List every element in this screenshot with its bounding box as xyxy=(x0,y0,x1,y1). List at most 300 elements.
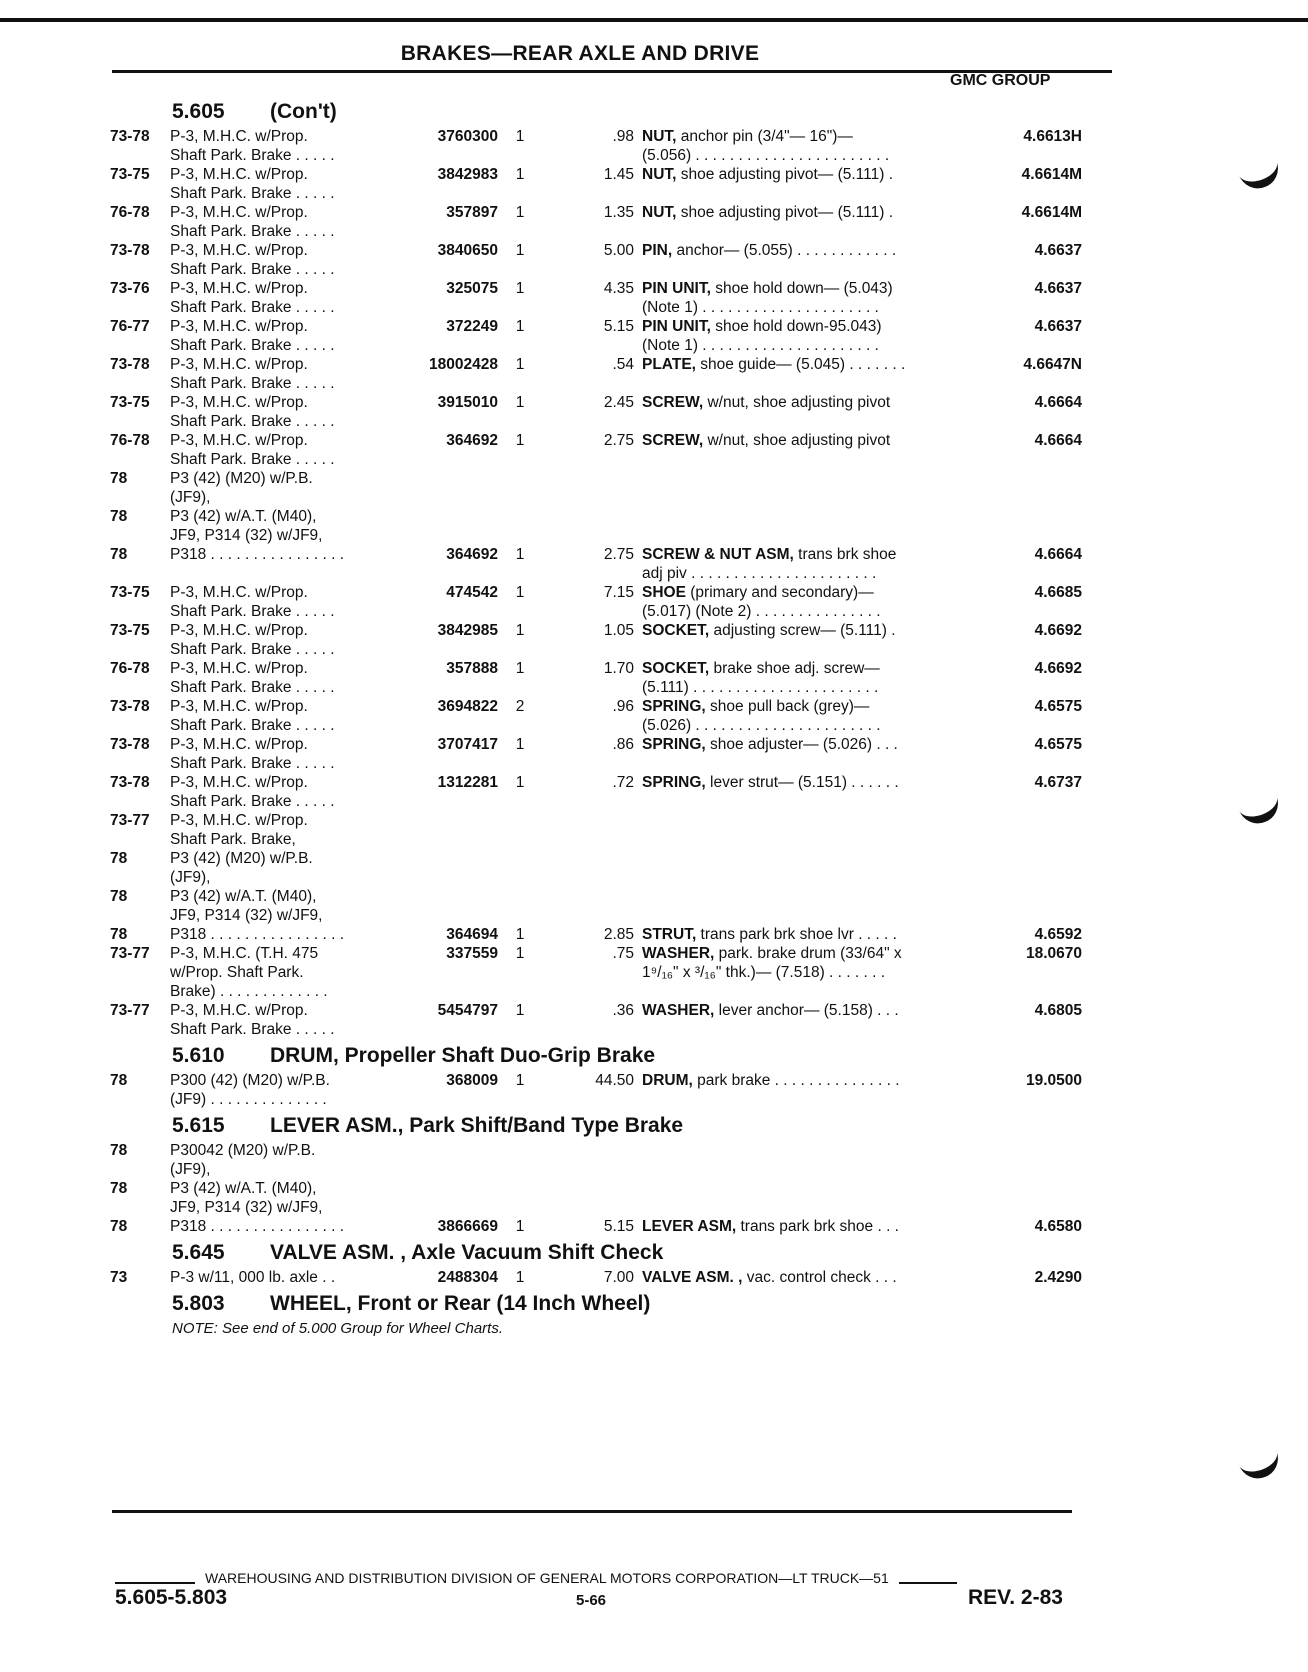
part-row xyxy=(110,469,1085,507)
part-name: NUT, xyxy=(642,128,677,145)
description xyxy=(642,735,972,773)
application: P-3, M.H.C. w/Prop. Shaft Park. Brake . . . . . xyxy=(170,622,335,658)
application: P3 (42) w/A.T. (M40), JF9, P314 (32) w/JF9, xyxy=(170,1180,323,1216)
quantity: 1 xyxy=(515,318,525,335)
description xyxy=(642,355,972,393)
quantity: 1 xyxy=(515,546,525,563)
part-number xyxy=(402,469,498,507)
part-number: 5454797 xyxy=(437,1002,498,1019)
section-number: 5.645 xyxy=(172,1241,225,1264)
part-name: PIN UNIT, xyxy=(642,280,711,297)
model-years: 73-75 xyxy=(110,622,150,639)
group-number xyxy=(972,811,1082,849)
bottom-rule xyxy=(112,1510,1072,1513)
model-years: 78 xyxy=(110,1218,128,1235)
part-description: w/nut, shoe adjusting pivot xyxy=(703,394,891,411)
application: P-3, M.H.C. w/Prop. Shaft Park. Brake . . . . . xyxy=(170,204,335,240)
group-number xyxy=(972,887,1082,925)
part-row xyxy=(110,545,1085,583)
group-number: 4.6664 xyxy=(1034,546,1082,563)
description xyxy=(642,469,972,507)
price: .75 xyxy=(612,945,634,962)
quantity xyxy=(498,507,534,545)
part-row xyxy=(110,355,1085,393)
part-name: LEVER ASM, xyxy=(642,1218,737,1235)
model-years: 73-76 xyxy=(110,280,150,297)
part-row xyxy=(110,659,1085,697)
part-row xyxy=(110,925,1085,944)
part-number: 368009 xyxy=(446,1072,498,1089)
quantity: 1 xyxy=(515,622,525,639)
price: 7.15 xyxy=(603,584,634,601)
section-number: 5.615 xyxy=(172,1114,225,1137)
part-number: 3842983 xyxy=(437,166,498,183)
application: P3 (42) (M20) w/P.B. (JF9), xyxy=(170,850,313,886)
part-row xyxy=(110,393,1085,431)
part-row xyxy=(110,1141,1085,1179)
application: P-3, M.H.C. w/Prop. Shaft Park. Brake . . . . . xyxy=(170,432,335,468)
application: P-3, M.H.C. w/Prop. Shaft Park. Brake . . . . . xyxy=(170,394,335,430)
part-description: lever anchor— (5.158) . . . xyxy=(714,1002,899,1019)
application: P-3, M.H.C. w/Prop. Shaft Park. Brake . . . . . xyxy=(170,356,335,392)
model-years: 78 xyxy=(110,888,128,905)
part-row xyxy=(110,849,1085,887)
description xyxy=(642,1071,972,1109)
quantity: 1 xyxy=(515,356,525,373)
part-row xyxy=(110,1071,1085,1109)
footer-dash-right xyxy=(899,1572,957,1584)
description xyxy=(642,1268,972,1287)
application: P-3, M.H.C. w/Prop. Shaft Park. Brake . . . . . xyxy=(170,242,335,278)
description xyxy=(642,944,972,1001)
quantity: 1 xyxy=(515,584,525,601)
group-number: 4.6637 xyxy=(1034,242,1082,259)
part-name: DRUM, xyxy=(642,1072,693,1089)
price: 5.00 xyxy=(603,242,634,259)
part-row xyxy=(110,317,1085,355)
part-number: 18002428 xyxy=(429,356,498,373)
section-title: LEVER ASM., Park Shift/Band Type Brake xyxy=(270,1114,684,1137)
price: 44.50 xyxy=(595,1072,634,1089)
part-description: vac. control check . . . xyxy=(742,1269,897,1286)
part-row xyxy=(110,1001,1085,1039)
application: P-3, M.H.C. w/Prop. Shaft Park. Brake . . . . . xyxy=(170,318,335,354)
part-row xyxy=(110,697,1085,735)
part-description: shoe adjusting pivot— (5.111) . xyxy=(676,166,893,183)
application: P-3, M.H.C. (T.H. 475 w/Prop. Shaft Park. Brake) . . . . . . . . . . . . . xyxy=(170,945,328,1000)
quantity: 1 xyxy=(515,926,525,943)
part-description: shoe hold down-95.043) (Note 1) . . . . . . . . . . . . . . . . . . . . . xyxy=(642,318,882,354)
price: .96 xyxy=(612,698,634,715)
part-description: adjusting screw— (5.111) . xyxy=(709,622,896,639)
footer-section-range: 5.605-5.803 xyxy=(115,1586,228,1609)
part-name: STRUT, xyxy=(642,926,697,943)
part-number xyxy=(402,1179,498,1217)
price: 5.15 xyxy=(603,318,634,335)
price: .98 xyxy=(612,128,634,145)
part-description: shoe adjuster— (5.026) . . . xyxy=(705,736,898,753)
description xyxy=(642,849,972,887)
model-years: 78 xyxy=(110,1072,128,1089)
model-years: 73-77 xyxy=(110,1002,150,1019)
part-number xyxy=(402,1141,498,1179)
group-number: 4.6575 xyxy=(1034,698,1082,715)
price xyxy=(534,887,642,925)
model-years: 78 xyxy=(110,1180,128,1197)
model-years: 73-77 xyxy=(110,945,150,962)
part-row xyxy=(110,279,1085,317)
part-row xyxy=(110,773,1085,811)
part-description: (primary and secondary)— (5.017) (Note 2) . . . . . . . . . . . . . . . xyxy=(642,584,881,620)
part-number: 3866669 xyxy=(437,1218,498,1235)
part-description: trans park brk shoe lvr . . . . . xyxy=(696,926,897,943)
quantity xyxy=(498,811,534,849)
model-years: 76-78 xyxy=(110,204,150,221)
price: 1.45 xyxy=(603,166,634,183)
application: P300 (42) (M20) w/P.B. (JF9) . . . . . . . . . . . . . . xyxy=(170,1072,330,1108)
application: P-3, M.H.C. w/Prop. Shaft Park. Brake . . . . . xyxy=(170,166,335,202)
part-number: 3915010 xyxy=(437,394,498,411)
price: 1.35 xyxy=(603,204,634,221)
group-number xyxy=(972,849,1082,887)
part-name: WASHER, xyxy=(642,945,715,962)
model-years: 78 xyxy=(110,508,128,525)
price xyxy=(534,1179,642,1217)
section-heading xyxy=(110,1041,1085,1071)
part-name: SPRING, xyxy=(642,736,706,753)
quantity xyxy=(498,887,534,925)
description xyxy=(642,279,972,317)
part-number: 3694822 xyxy=(437,698,498,715)
price: 2.85 xyxy=(603,926,634,943)
top-rule xyxy=(0,18,1308,22)
part-description: anchor pin (3/4"— 16")— (5.056) . . . . . . . . . . . . . . . . . . . . . . . xyxy=(642,128,890,164)
section-title: WHEEL, Front or Rear (14 Inch Wheel) xyxy=(270,1292,651,1315)
description xyxy=(642,1217,972,1236)
description xyxy=(642,773,972,811)
group-number xyxy=(972,469,1082,507)
price xyxy=(534,1141,642,1179)
part-row xyxy=(110,1217,1085,1236)
model-years: 76-78 xyxy=(110,432,150,449)
quantity: 1 xyxy=(515,432,525,449)
part-description: park brake . . . . . . . . . . . . . . . xyxy=(692,1072,900,1089)
group-number: 4.6614M xyxy=(1021,166,1082,183)
model-years: 73-78 xyxy=(110,698,150,715)
group-number: 4.6637 xyxy=(1034,318,1082,335)
application: P3 (42) (M20) w/P.B. (JF9), xyxy=(170,470,313,506)
price: 2.75 xyxy=(603,432,634,449)
part-number: 357888 xyxy=(446,660,498,677)
group-number: 19.0500 xyxy=(1025,1072,1082,1089)
quantity: 1 xyxy=(515,128,525,145)
model-years: 73 xyxy=(110,1269,128,1286)
part-name: SPRING, xyxy=(642,698,706,715)
group-number: 4.6685 xyxy=(1034,584,1082,601)
group-number xyxy=(972,507,1082,545)
group-number: 4.6664 xyxy=(1034,394,1082,411)
model-years: 73-75 xyxy=(110,166,150,183)
description xyxy=(642,1141,972,1179)
quantity xyxy=(498,1179,534,1217)
description xyxy=(642,545,972,583)
quantity: 1 xyxy=(515,1269,525,1286)
application: P30042 (M20) w/P.B. (JF9), xyxy=(170,1142,316,1178)
part-row xyxy=(110,811,1085,849)
quantity: 1 xyxy=(515,1218,525,1235)
quantity: 1 xyxy=(515,1072,525,1089)
quantity: 1 xyxy=(515,736,525,753)
price: .86 xyxy=(612,736,634,753)
model-years: 78 xyxy=(110,470,128,487)
part-number xyxy=(402,887,498,925)
part-number: 1312281 xyxy=(437,774,498,791)
section-heading xyxy=(110,97,1085,127)
binding-mark-2 xyxy=(1236,789,1283,829)
price: .54 xyxy=(612,356,634,373)
group-number: 4.6580 xyxy=(1034,1218,1082,1235)
part-name: SOCKET, xyxy=(642,660,710,677)
price: 1.70 xyxy=(603,660,634,677)
group-number xyxy=(972,1141,1082,1179)
section-heading xyxy=(110,1111,1085,1141)
part-name: SCREW, xyxy=(642,432,704,449)
quantity xyxy=(498,1141,534,1179)
section-heading xyxy=(110,1238,1085,1268)
part-number: 364692 xyxy=(446,432,498,449)
group-number: 4.6692 xyxy=(1034,660,1082,677)
footer-dash-left xyxy=(115,1572,195,1584)
description xyxy=(642,431,972,469)
price: .72 xyxy=(612,774,634,791)
quantity xyxy=(498,849,534,887)
group-label: GMC GROUP xyxy=(950,72,1051,89)
application: P-3, M.H.C. w/Prop. Shaft Park. Brake . . . . . xyxy=(170,1002,335,1038)
application: P-3, M.H.C. w/Prop. Shaft Park. Brake . . . . . xyxy=(170,128,335,164)
part-row xyxy=(110,241,1085,279)
part-description: w/nut, shoe adjusting pivot xyxy=(703,432,891,449)
footer-text: WAREHOUSING AND DISTRIBUTION DIVISION OF GENERAL MOTORS CORPORATION—LT TRUCK—51 xyxy=(205,1570,889,1586)
part-number: 372249 xyxy=(446,318,498,335)
part-number: 3707417 xyxy=(437,736,498,753)
description xyxy=(642,317,972,355)
part-name: SOCKET, xyxy=(642,622,710,639)
part-number: 2488304 xyxy=(437,1269,498,1286)
part-number xyxy=(402,849,498,887)
quantity xyxy=(498,469,534,507)
price xyxy=(534,811,642,849)
part-description: trans brk shoe adj piv . . . . . . . . . . . . . . . . . . . . . . xyxy=(642,546,897,582)
description xyxy=(642,165,972,203)
section-number: 5.605 xyxy=(172,100,225,123)
part-description: shoe guide— (5.045) . . . . . . . xyxy=(695,356,906,373)
part-row xyxy=(110,165,1085,203)
part-number xyxy=(402,507,498,545)
model-years: 73-75 xyxy=(110,584,150,601)
part-number: 3842985 xyxy=(437,622,498,639)
quantity: 1 xyxy=(515,204,525,221)
part-row xyxy=(110,944,1085,1001)
price: .36 xyxy=(612,1002,634,1019)
group-number: 4.6664 xyxy=(1034,432,1082,449)
group-number: 2.4290 xyxy=(1034,1269,1082,1286)
part-row xyxy=(110,1268,1085,1287)
part-name: PIN, xyxy=(642,242,673,259)
group-number: 4.6692 xyxy=(1034,622,1082,639)
application: P3 (42) w/A.T. (M40), JF9, P314 (32) w/JF9, xyxy=(170,508,323,544)
price: 1.05 xyxy=(603,622,634,639)
model-years: 76-78 xyxy=(110,660,150,677)
section-title: VALVE ASM. , Axle Vacuum Shift Check xyxy=(270,1241,664,1264)
application: P-3, M.H.C. w/Prop. Shaft Park. Brake . . . . . xyxy=(170,660,335,696)
application: P318 . . . . . . . . . . . . . . . . xyxy=(170,546,345,563)
application: P-3, M.H.C. w/Prop. Shaft Park. Brake . . . . . xyxy=(170,280,335,316)
price: 5.15 xyxy=(603,1218,634,1235)
group-number: 4.6805 xyxy=(1034,1002,1082,1019)
description xyxy=(642,697,972,735)
application: P-3, M.H.C. w/Prop. Shaft Park. Brake . . . . . xyxy=(170,584,335,620)
part-number: 474542 xyxy=(446,584,498,601)
part-description: lever strut— (5.151) . . . . . . xyxy=(705,774,899,791)
part-name: NUT, xyxy=(642,166,677,183)
part-name: SCREW, xyxy=(642,394,704,411)
footer-line xyxy=(115,1570,1070,1586)
part-number: 3840650 xyxy=(437,242,498,259)
part-number xyxy=(402,811,498,849)
description xyxy=(642,241,972,279)
part-row xyxy=(110,735,1085,773)
application: P318 . . . . . . . . . . . . . . . . xyxy=(170,1218,345,1235)
model-years: 78 xyxy=(110,1142,128,1159)
part-row xyxy=(110,583,1085,621)
part-description: anchor— (5.055) . . . . . . . . . . . . xyxy=(672,242,897,259)
description xyxy=(642,127,972,165)
model-years: 73-78 xyxy=(110,242,150,259)
group-number: 4.6614M xyxy=(1021,204,1082,221)
section-note: NOTE: See end of 5.000 Group for Wheel Charts. xyxy=(172,1320,503,1337)
quantity: 1 xyxy=(515,774,525,791)
part-number: 337559 xyxy=(446,945,498,962)
group-number: 4.6592 xyxy=(1034,926,1082,943)
quantity: 1 xyxy=(515,660,525,677)
description xyxy=(642,1179,972,1217)
application: P-3, M.H.C. w/Prop. Shaft Park. Brake, xyxy=(170,812,308,848)
quantity: 1 xyxy=(515,242,525,259)
part-row xyxy=(110,127,1085,165)
model-years: 78 xyxy=(110,850,128,867)
quantity: 1 xyxy=(515,945,525,962)
part-name: SPRING, xyxy=(642,774,706,791)
part-description: shoe hold down— (5.043) (Note 1) . . . . . . . . . . . . . . . . . . . . . xyxy=(642,280,893,316)
part-name: PLATE, xyxy=(642,356,696,373)
quantity: 1 xyxy=(515,280,525,297)
model-years: 73-78 xyxy=(110,356,150,373)
part-row xyxy=(110,203,1085,241)
group-number: 4.6637 xyxy=(1034,280,1082,297)
binding-mark-1 xyxy=(1236,154,1283,194)
model-years: 78 xyxy=(110,926,128,943)
model-years: 76-77 xyxy=(110,318,150,335)
part-number: 357897 xyxy=(446,204,498,221)
model-years: 73-77 xyxy=(110,812,150,829)
parts-list xyxy=(110,95,1085,1339)
description xyxy=(642,393,972,431)
quantity: 1 xyxy=(515,166,525,183)
model-years: 73-78 xyxy=(110,774,150,791)
description xyxy=(642,887,972,925)
group-number xyxy=(972,1179,1082,1217)
application: P318 . . . . . . . . . . . . . . . . xyxy=(170,926,345,943)
part-description: trans park brk shoe . . . xyxy=(736,1218,899,1235)
page-title: BRAKES—REAR AXLE AND DRIVE xyxy=(400,42,760,65)
part-name: NUT, xyxy=(642,204,677,221)
quantity: 2 xyxy=(515,698,525,715)
part-name: SHOE xyxy=(642,584,686,601)
model-years: 78 xyxy=(110,546,128,563)
price xyxy=(534,849,642,887)
quantity: 1 xyxy=(515,1002,525,1019)
description xyxy=(642,659,972,697)
description xyxy=(642,203,972,241)
part-row xyxy=(110,431,1085,469)
application: P3 (42) w/A.T. (M40), JF9, P314 (32) w/JF9, xyxy=(170,888,323,924)
section-number: 5.803 xyxy=(172,1292,225,1315)
application: P-3 w/11, 000 lb. axle . . xyxy=(170,1269,336,1286)
part-number: 3760300 xyxy=(437,128,498,145)
part-name: VALVE ASM. , xyxy=(642,1269,743,1286)
part-name: PIN UNIT, xyxy=(642,318,711,335)
part-row xyxy=(110,1179,1085,1217)
model-years: 73-75 xyxy=(110,394,150,411)
part-row xyxy=(110,507,1085,545)
section-number: 5.610 xyxy=(172,1044,225,1067)
price: 4.35 xyxy=(603,280,634,297)
part-description: brake shoe adj. screw— (5.111) . . . . . . . . . . . . . . . . . . . . . . xyxy=(642,660,880,696)
part-row xyxy=(110,621,1085,659)
section-heading xyxy=(110,1289,1085,1319)
price: 2.45 xyxy=(603,394,634,411)
model-years: 73-78 xyxy=(110,736,150,753)
section-title: (Con't) xyxy=(270,100,337,123)
group-number: 18.0670 xyxy=(1025,945,1082,962)
description xyxy=(642,811,972,849)
part-number: 325075 xyxy=(446,280,498,297)
part-number: 364692 xyxy=(446,546,498,563)
description xyxy=(642,621,972,659)
binding-mark-3 xyxy=(1236,1444,1283,1484)
model-years: 73-78 xyxy=(110,128,150,145)
group-number: 4.6575 xyxy=(1034,736,1082,753)
part-number: 364694 xyxy=(446,926,498,943)
footer-page-number: 5-66 xyxy=(576,1592,607,1609)
part-description: park. brake drum (33/64" x 1⁹/₁₆" x ³/₁₆" thk.)— (7.518) . . . . . . . xyxy=(642,945,902,981)
price: 2.75 xyxy=(603,546,634,563)
description xyxy=(642,583,972,621)
price xyxy=(534,507,642,545)
quantity: 1 xyxy=(515,394,525,411)
part-name: SCREW & NUT ASM, xyxy=(642,546,794,563)
footer-revision: REV. 2-83 xyxy=(968,1586,1063,1609)
description xyxy=(642,1001,972,1039)
part-description: shoe adjusting pivot— (5.111) . xyxy=(676,204,893,221)
application: P-3, M.H.C. w/Prop. Shaft Park. Brake . . . . . xyxy=(170,698,335,734)
description xyxy=(642,925,972,944)
description xyxy=(642,507,972,545)
application: P-3, M.H.C. w/Prop. Shaft Park. Brake . . . . . xyxy=(170,774,335,810)
part-row xyxy=(110,887,1085,925)
part-description: shoe pull back (grey)— (5.026) . . . . . . . . . . . . . . . . . . . . . . xyxy=(642,698,881,734)
price xyxy=(534,469,642,507)
